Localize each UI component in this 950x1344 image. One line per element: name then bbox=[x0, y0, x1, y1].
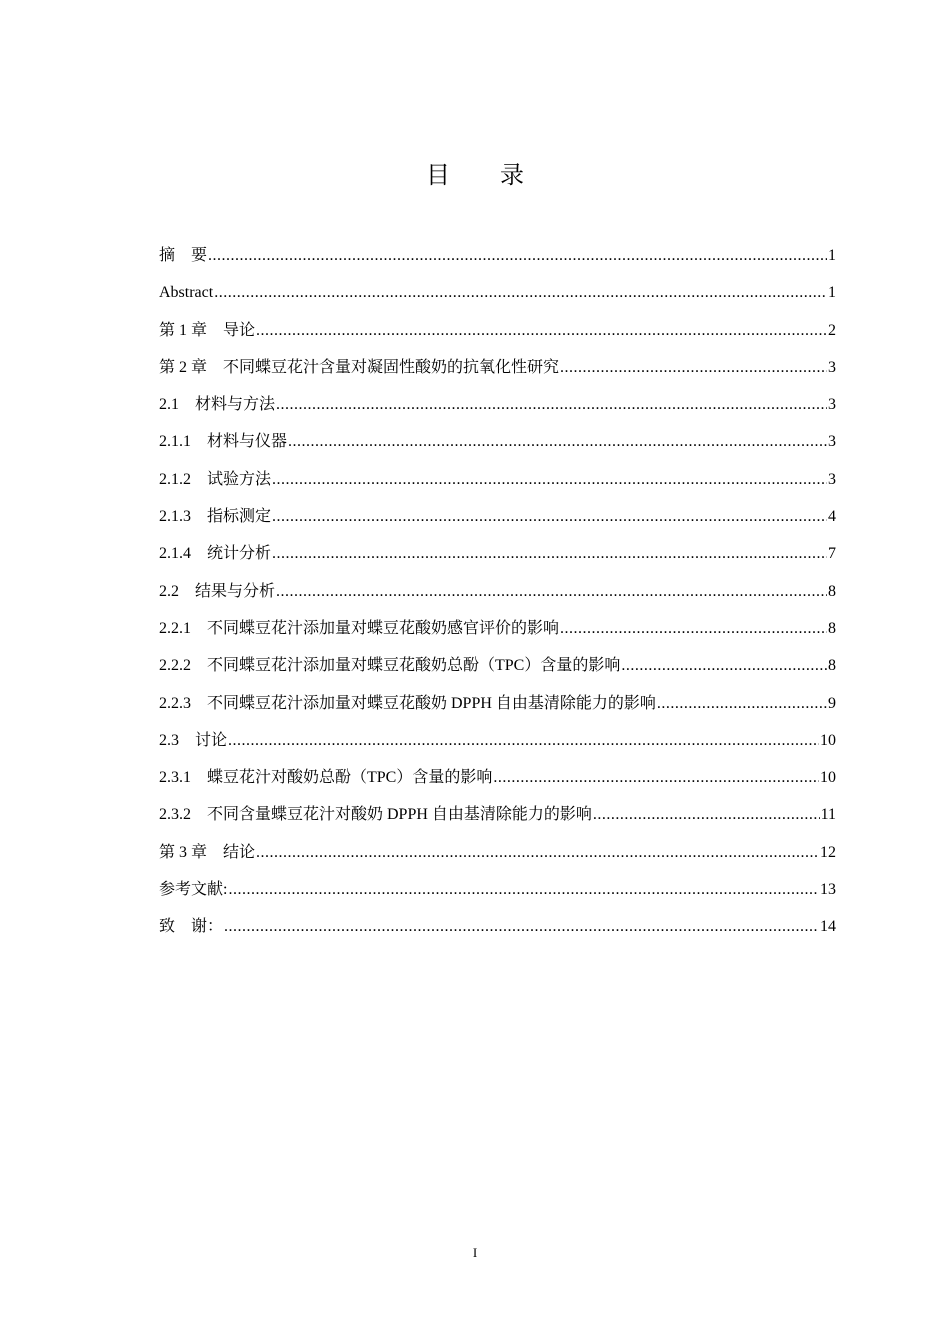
toc-entry-page: 12 bbox=[820, 843, 836, 861]
dot-leader bbox=[493, 759, 819, 796]
toc-entry-chapter-2[interactable] bbox=[159, 349, 836, 386]
dot-leader bbox=[256, 312, 827, 349]
toc-entry-label: Abstract bbox=[159, 284, 214, 302]
page-number: I bbox=[472, 1245, 478, 1260]
toc-entry-abstract-en[interactable] bbox=[159, 274, 836, 311]
toc-entry-2-2-1[interactable] bbox=[159, 610, 836, 647]
dot-leader bbox=[208, 237, 827, 274]
toc-entry-2-1-3[interactable] bbox=[159, 498, 836, 535]
dot-leader bbox=[228, 722, 819, 759]
toc-entry-2-1[interactable] bbox=[159, 386, 836, 423]
dot-leader bbox=[272, 535, 827, 572]
dot-leader bbox=[621, 647, 827, 684]
toc-entry-2-2-3[interactable] bbox=[159, 685, 836, 722]
page-title: 目 录 bbox=[426, 163, 546, 189]
toc-entry-page: 10 bbox=[820, 731, 836, 749]
dot-leader bbox=[560, 610, 827, 647]
toc-entry-label: 2.2 结果与分析 bbox=[159, 582, 276, 600]
toc-entry-label: 2.3.1 蝶豆花汁对酸奶总酚（TPC）含量的影响 bbox=[159, 769, 493, 787]
toc-entry-2-3-2[interactable] bbox=[159, 796, 836, 833]
toc-entry-2-3[interactable] bbox=[159, 722, 836, 759]
dot-leader bbox=[288, 423, 827, 460]
toc-entry-page: 8 bbox=[828, 582, 836, 600]
toc-entry-label: 2.3 讨论 bbox=[159, 731, 228, 749]
toc-entry-chapter-1[interactable] bbox=[159, 312, 836, 349]
dot-leader bbox=[224, 908, 819, 945]
toc-entry-label: 2.2.2 不同蝶豆花汁添加量对蝶豆花酸奶总酚（TPC）含量的影响 bbox=[159, 657, 621, 675]
dot-leader bbox=[276, 386, 827, 423]
toc-entry-2-1-4[interactable] bbox=[159, 535, 836, 572]
toc-entry-abstract-cn[interactable] bbox=[159, 237, 836, 274]
toc-entry-label: 2.1.3 指标测定 bbox=[159, 508, 272, 526]
toc-entry-label: 2.1.1 材料与仪器 bbox=[159, 433, 288, 451]
dot-leader bbox=[276, 573, 827, 610]
toc-entry-label: 2.1.4 统计分析 bbox=[159, 545, 272, 563]
toc-entry-page: 1 bbox=[828, 284, 836, 302]
toc-entry-label: 2.1.2 试验方法 bbox=[159, 470, 272, 488]
dot-leader bbox=[256, 834, 819, 871]
toc-entry-acknowledgements[interactable] bbox=[159, 908, 836, 945]
toc-entry-page: 3 bbox=[828, 396, 836, 414]
toc-entry-label: 2.2.1 不同蝶豆花汁添加量对蝶豆花酸奶感官评价的影响 bbox=[159, 619, 560, 637]
toc-entry-label: 第 1 章 导论 bbox=[159, 321, 256, 339]
toc-entry-page: 8 bbox=[828, 619, 836, 637]
toc-entry-label: 2.2.3 不同蝶豆花汁添加量对蝶豆花酸奶 DPPH 自由基清除能力的影响 bbox=[159, 694, 656, 712]
toc-entry-2-3-1[interactable] bbox=[159, 759, 836, 796]
toc-entry-page: 10 bbox=[820, 769, 836, 787]
toc-entry-label: 第 2 章 不同蝶豆花汁含量对凝固性酸奶的抗氧化性研究 bbox=[159, 358, 560, 376]
toc-entry-2-1-1[interactable] bbox=[159, 423, 836, 460]
toc-entry-page: 7 bbox=[828, 545, 836, 563]
toc-entry-page: 13 bbox=[820, 881, 836, 899]
toc-entry-page: 3 bbox=[828, 358, 836, 376]
toc-entry-label: 2.3.2 不同含量蝶豆花汁对酸奶 DPPH 自由基清除能力的影响 bbox=[159, 806, 592, 824]
toc-entry-page: 1 bbox=[828, 247, 836, 264]
toc-entry-page: 11 bbox=[820, 806, 836, 824]
toc-entry-2-2-2[interactable] bbox=[159, 647, 836, 684]
toc-entry-references[interactable] bbox=[159, 871, 836, 908]
toc-entry-label: 摘 要 bbox=[159, 247, 208, 264]
dot-leader bbox=[228, 871, 819, 908]
toc-entry-page: 2 bbox=[828, 321, 836, 339]
toc-entry-label: 2.1 材料与方法 bbox=[159, 396, 276, 414]
dot-leader bbox=[214, 274, 827, 311]
dot-leader bbox=[272, 498, 827, 535]
toc-entry-page: 3 bbox=[828, 433, 836, 451]
table-of-contents bbox=[159, 237, 836, 946]
dot-leader bbox=[593, 796, 820, 833]
dot-leader bbox=[560, 349, 827, 386]
toc-entry-page: 3 bbox=[828, 470, 836, 488]
toc-entry-label: 第 3 章 结论 bbox=[159, 843, 256, 861]
toc-entry-label: 参考文献: bbox=[159, 881, 228, 899]
dot-leader bbox=[272, 461, 827, 498]
toc-entry-page: 8 bbox=[828, 657, 836, 675]
toc-entry-2-1-2[interactable] bbox=[159, 461, 836, 498]
toc-entry-2-2[interactable] bbox=[159, 573, 836, 610]
toc-entry-page: 4 bbox=[828, 508, 836, 526]
toc-entry-chapter-3[interactable] bbox=[159, 834, 836, 871]
toc-entry-page: 9 bbox=[828, 694, 836, 712]
toc-entry-page: 14 bbox=[820, 918, 836, 936]
dot-leader bbox=[657, 685, 827, 722]
toc-entry-label: 致 谢： bbox=[159, 918, 224, 936]
